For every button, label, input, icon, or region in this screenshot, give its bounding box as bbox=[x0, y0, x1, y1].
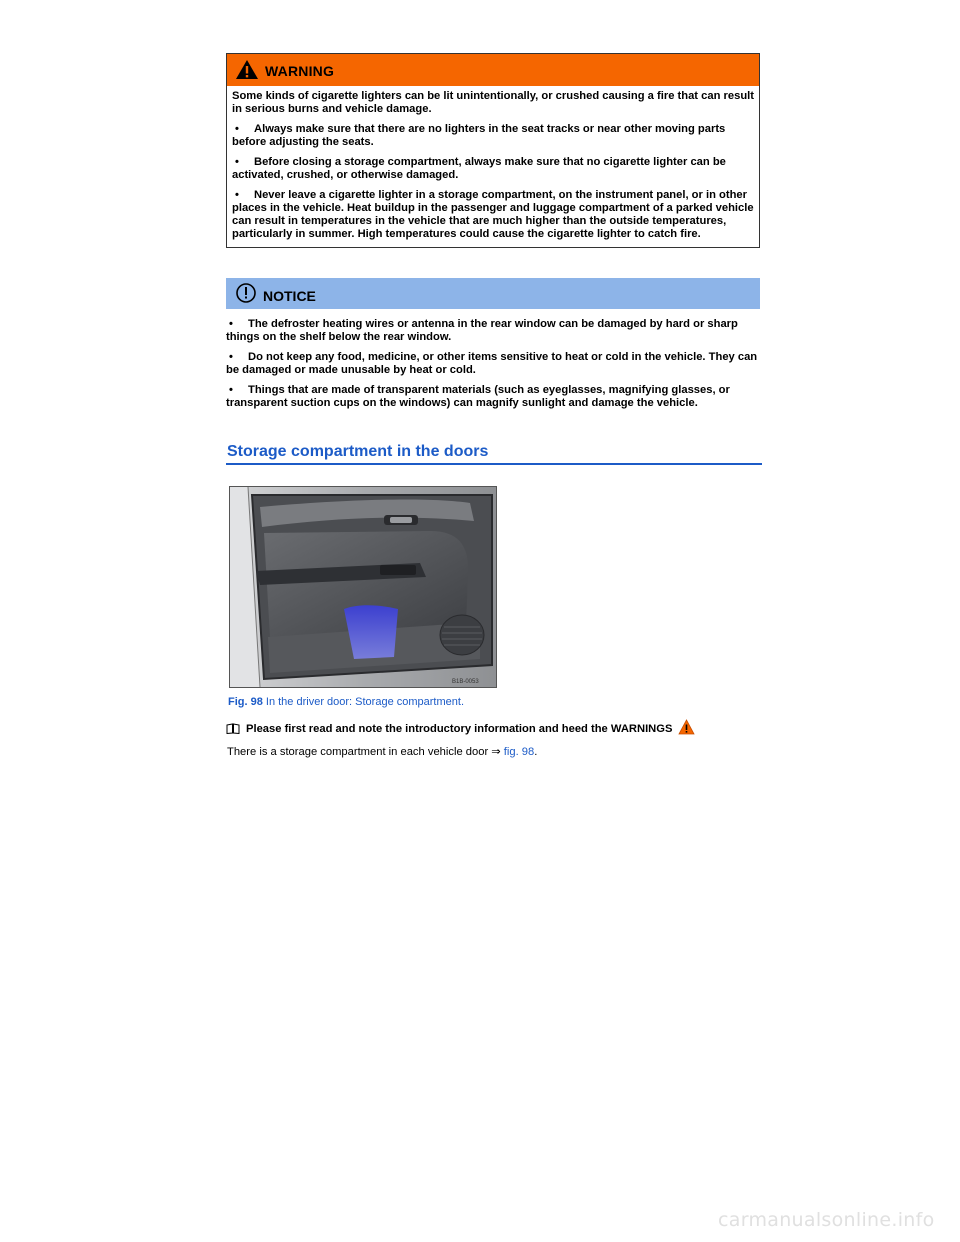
warning-triangle-icon bbox=[678, 719, 695, 738]
section-divider bbox=[226, 463, 762, 465]
figure-label: Fig. 98 bbox=[228, 696, 263, 708]
notice-item: • Things that are made of transparent materials (such as eyeglasses, magnifying glasses, or transparent suction cups on the windows) can magnify sunlight and damage the vehicle. bbox=[226, 384, 762, 410]
body-text: There is a storage compartment in each vehicle door ⇒ bbox=[227, 746, 504, 758]
notice-body bbox=[226, 318, 762, 417]
warning-item: • Never leave a cigarette lighter in a storage compartment, on the instrument panel, or in other places in the vehicle. Heat buildup in the passenger and luggage compartment of a parked vehicle can result in temperatures in the vehicle that are much higher than the outside temperatures, particularly in summer. High temperatures could cause the cigarette lighter to catch fire. bbox=[232, 189, 754, 241]
warning-header bbox=[227, 54, 759, 86]
notice-item: • The defroster heating wires or antenna in the rear window can be damaged by hard or sharp things on the shelf below the rear window. bbox=[226, 318, 762, 344]
figure-caption bbox=[228, 696, 464, 708]
door-storage-figure bbox=[229, 486, 497, 688]
warning-box bbox=[226, 53, 760, 248]
watermark-text: carmanualsonline.info bbox=[718, 1209, 935, 1231]
exclamation-circle-icon bbox=[235, 282, 257, 309]
notice-item: • Do not keep any food, medicine, or other items sensitive to heat or cold in the vehicle. They can be damaged or made unusable by heat or cold. bbox=[226, 351, 762, 377]
warning-body bbox=[227, 86, 759, 247]
section-title: Storage compartment in the doors bbox=[227, 443, 489, 460]
read-note-text: Please first read and note the introductory information and heed the WARNINGS bbox=[246, 723, 673, 735]
notice-header bbox=[226, 278, 760, 309]
figure-caption-text: In the driver door: Storage compartment. bbox=[262, 696, 464, 708]
figure-link[interactable]: fig. 98 bbox=[503, 746, 535, 758]
warning-item: • Before closing a storage compartment, always make sure that no cigarette lighter can be activated, crushed, or otherwise damaged. bbox=[232, 156, 754, 182]
warning-triangle-icon bbox=[235, 59, 259, 85]
body-tail: . bbox=[534, 746, 538, 758]
door-illustration bbox=[230, 487, 496, 687]
warning-item: • Always make sure that there are no lighters in the seat tracks or near other moving parts before adjusting the seats. bbox=[232, 123, 754, 149]
warning-intro: Some kinds of cigarette lighters can be lit unintentionally, or crushed causing a fire that can result in serious burns and vehicle damage. bbox=[232, 90, 754, 115]
body-paragraph bbox=[227, 745, 537, 758]
open-book-icon bbox=[226, 723, 240, 737]
warning-title: WARNING bbox=[265, 63, 335, 79]
read-note bbox=[226, 719, 695, 738]
figure-code: B1B-0053 bbox=[452, 679, 479, 685]
notice-title: NOTICE bbox=[263, 288, 316, 304]
